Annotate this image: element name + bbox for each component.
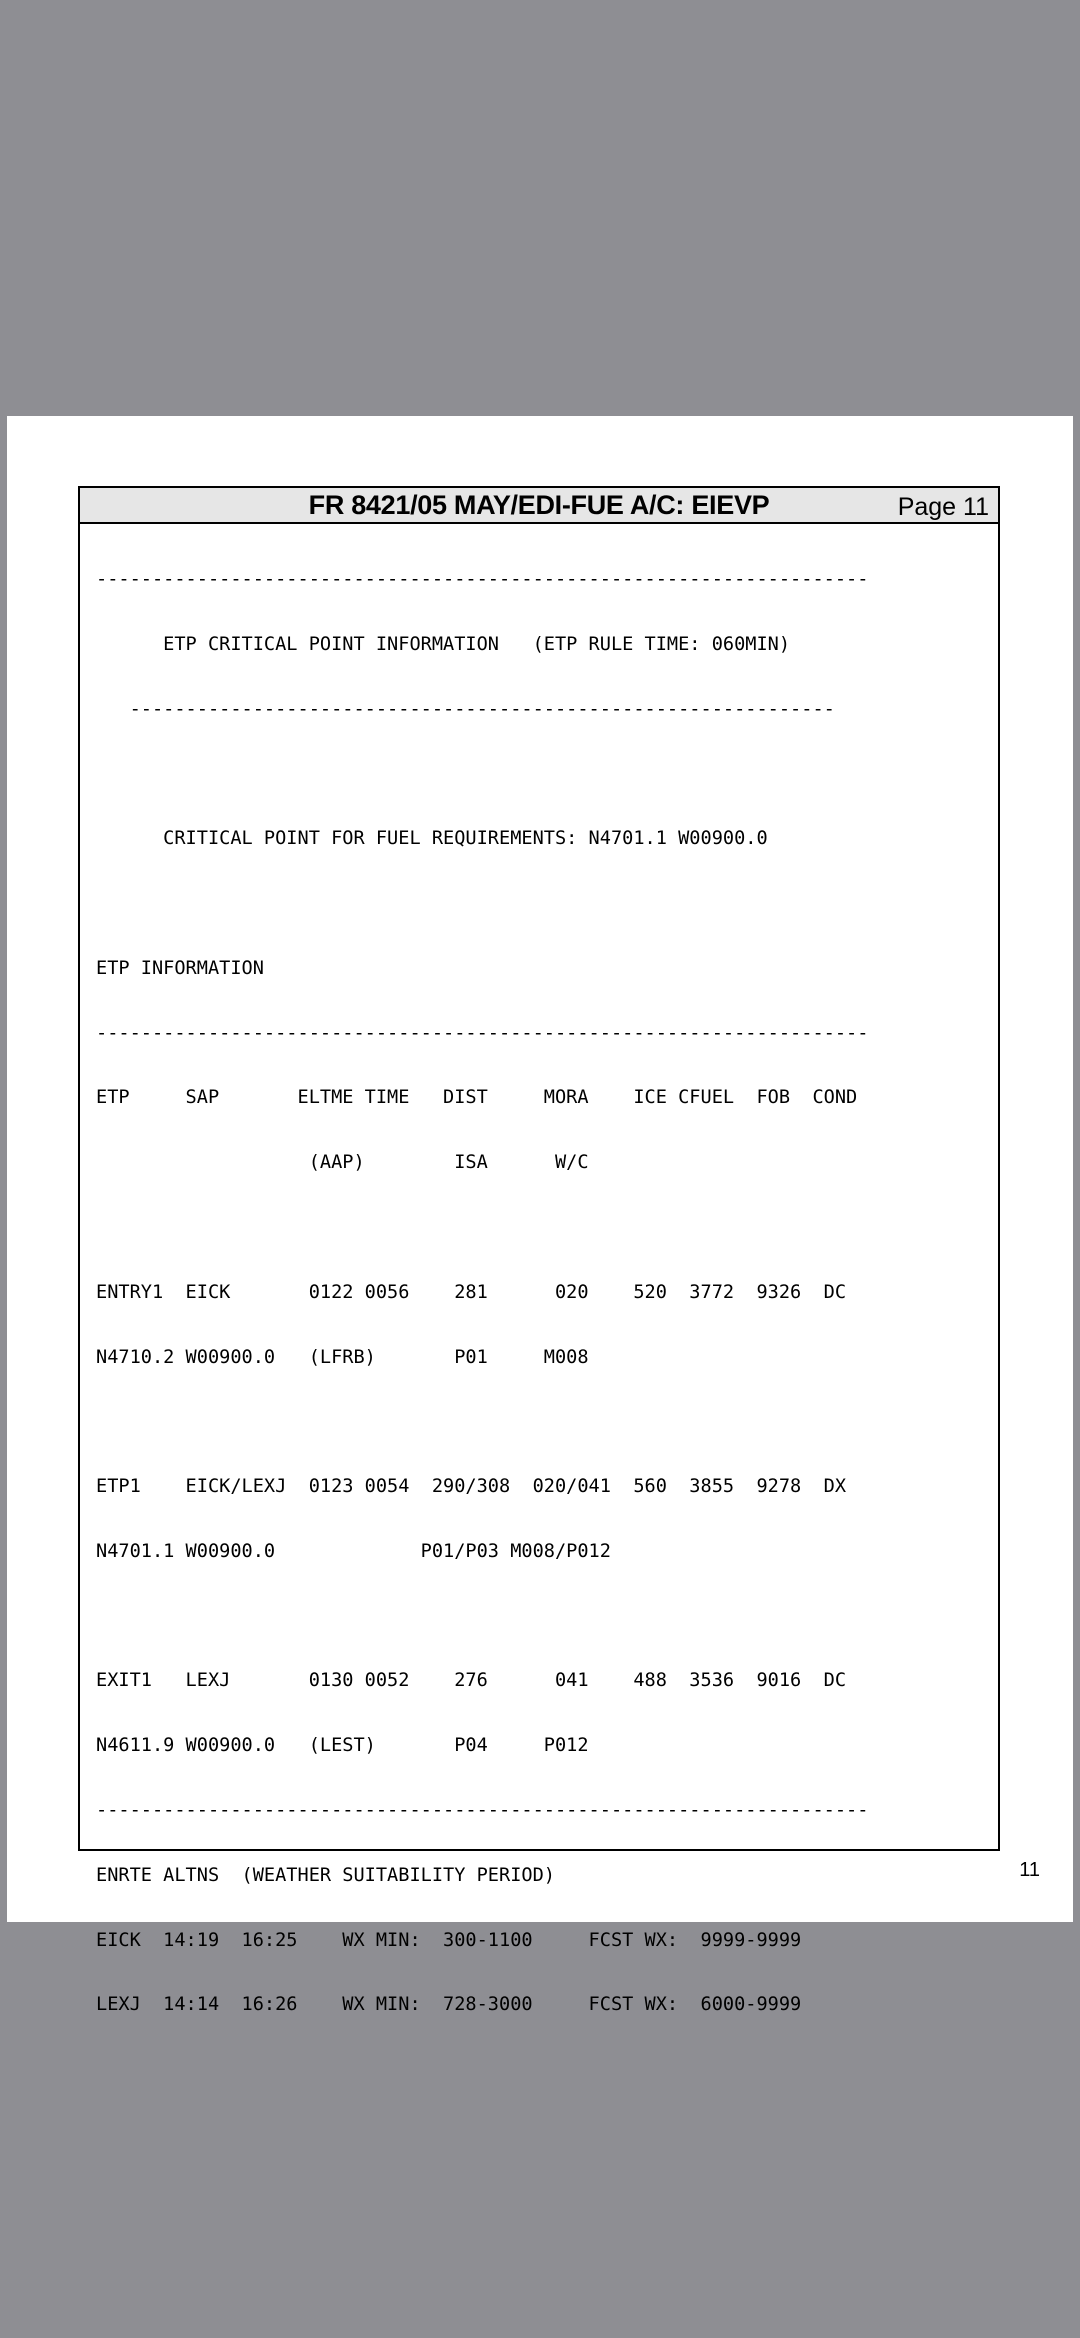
text-line: --------------------------------------------------------------------- <box>96 569 869 591</box>
etp-information-text <box>96 526 986 2059</box>
flight-title: FR 8421/05 MAY/EDI-FUE A/C: EIEVP <box>308 490 770 520</box>
alternate-row: LEXJ 14:14 16:26 WX MIN: 728-3000 FCST WX: 6000-9999 <box>96 1994 802 2016</box>
text-line <box>96 764 986 786</box>
page-number: 11 <box>1019 1859 1040 1881</box>
text-line <box>96 1217 986 1239</box>
header-page-label: Page 11 <box>897 493 989 521</box>
text-line: --------------------------------------------------------------------- <box>96 1800 869 1822</box>
table-row: ENTRY1 EICK 0122 0056 281 020 520 3772 9326 DC <box>96 1281 847 1303</box>
table-header-row: (AAP) ISA W/C <box>96 1152 589 1174</box>
table-row: N4710.2 W00900.0 (LFRB) P01 M008 <box>96 1346 589 1368</box>
ofp-frame <box>78 486 1000 2016</box>
table-row: EXIT1 LEXJ 0130 0052 276 041 488 3536 9016 DC <box>96 1670 847 1692</box>
table-row: N4611.9 W00900.0 (LEST) P04 P012 <box>96 1735 589 1757</box>
header-bar <box>80 488 998 524</box>
text-line <box>96 893 986 915</box>
text-line <box>96 1606 986 1628</box>
table-row: N4701.1 W00900.0 P01/P03 M008/P012 <box>96 1540 611 1562</box>
critical-point-line: CRITICAL POINT FOR FUEL REQUIREMENTS: N4701.1 W00900.0 <box>96 828 768 850</box>
text-line: --------------------------------------------------------------- <box>96 698 835 720</box>
table-header-row: ETP SAP ELTME TIME DIST MORA ICE CFUEL FOB COND <box>96 1087 858 1109</box>
text-line <box>96 1411 986 1433</box>
alternates-heading: ENRTE ALTNS (WEATHER SUITABILITY PERIOD) <box>96 1864 555 1886</box>
etp-info-heading: ETP INFORMATION <box>96 957 264 979</box>
table-row: ETP1 EICK/LEXJ 0123 0054 290/308 020/041 560 3855 9278 DX <box>96 1476 847 1498</box>
section-heading: ETP CRITICAL POINT INFORMATION (ETP RULE TIME: 060MIN) <box>96 633 791 655</box>
text-line: --------------------------------------------------------------------- <box>96 1022 869 1044</box>
alternate-row: EICK 14:19 16:25 WX MIN: 300-1100 FCST WX: 9999-9999 <box>96 1929 802 1951</box>
document-page <box>7 416 1073 2016</box>
